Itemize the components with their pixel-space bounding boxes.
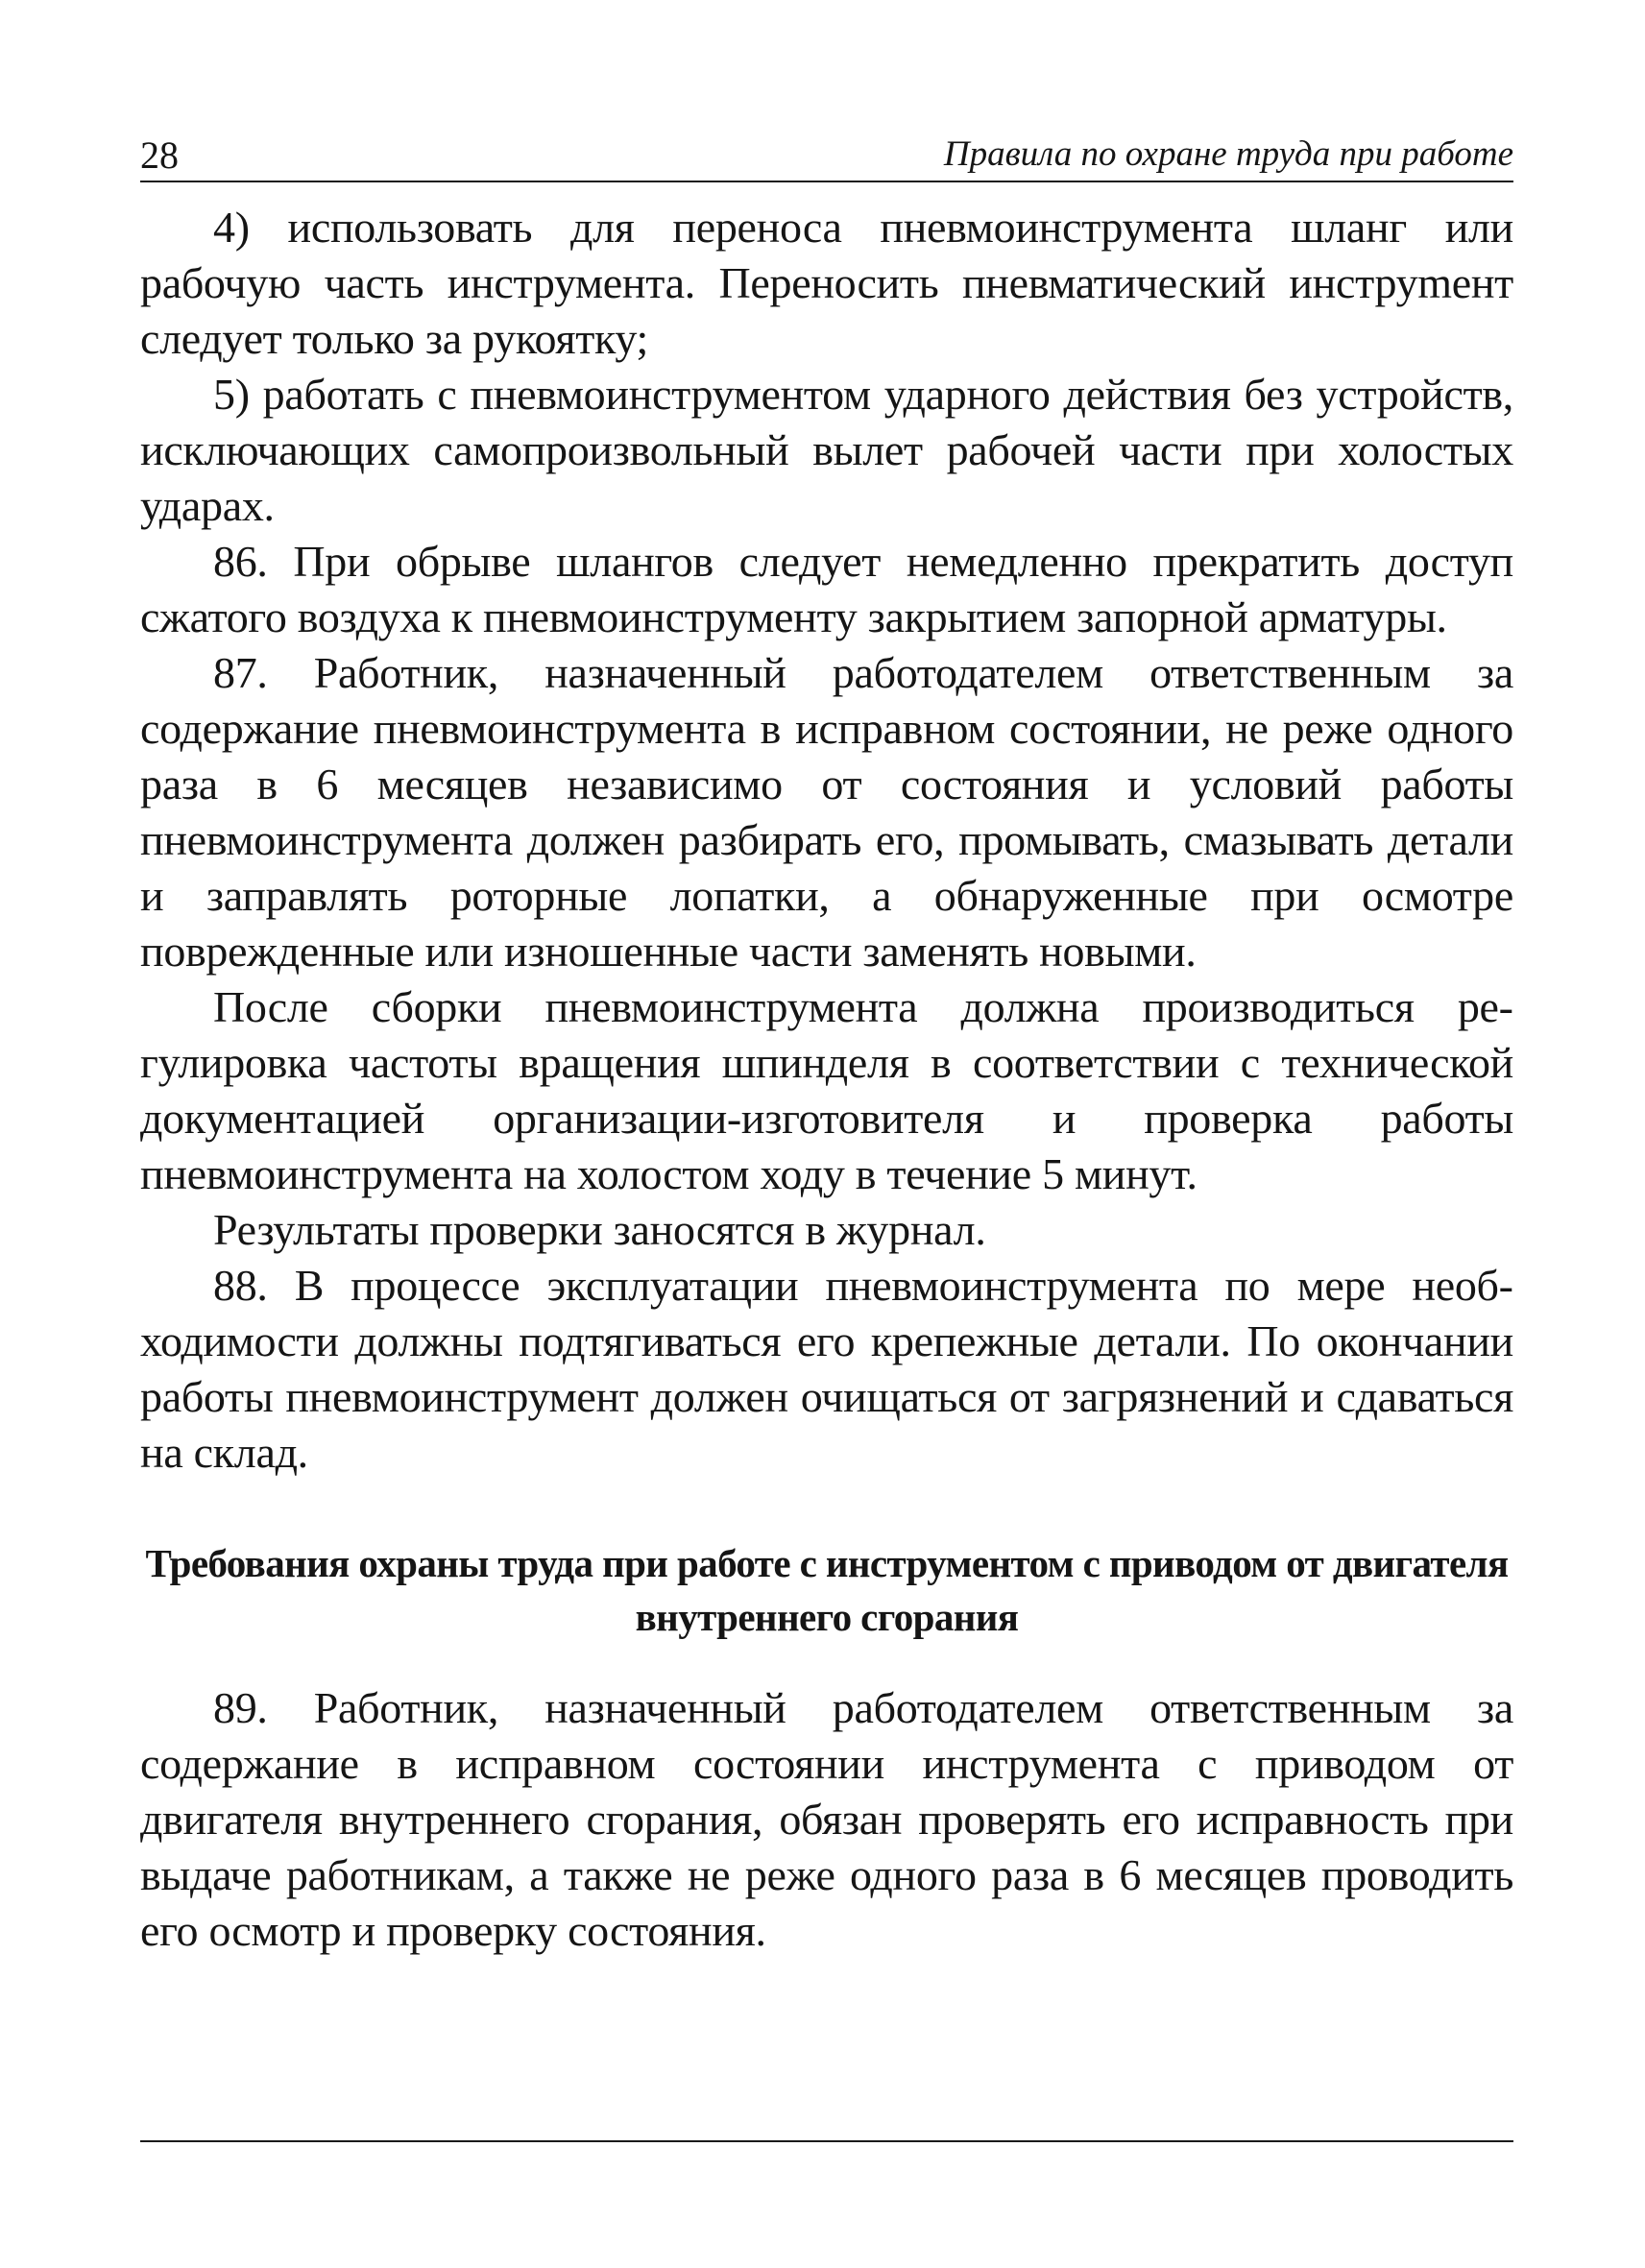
paragraph-88: 88. В процессе эксплуатации пневмоинструмента по мере необходимости должны подтягиваться его крепежные детали. По окончании работы пневмоинструмент должен очищаться от загрязнений и сдаваться на склад. [140, 1261, 1513, 1477]
paragraph-86: 86. При обрыве шлангов следует немедленно прекратить доступ сжатого воздуха к пневмоинструменту закрытием запорной арматуры. [140, 537, 1513, 641]
section-heading: Требования охраны труда при работе с инструментом с приводом от двигателя внутреннего сгорания [145, 1541, 1509, 1639]
paragraph-item-5: 5) работать с пневмоинструментом ударного действия без устройств, исключающих самопроизвольный вылет рабочей части при холостых ударах. [140, 370, 1513, 530]
paragraph-87: 87. Работник, назначенный работодателем ответственным за содержание пневмоинструмента в исправном состоянии, не реже одного раза в 6 месяцев независимо от состояния и условий работы пневмоинструмента должен разбирать его, промывать, смазывать детали и заправлять роторные лопатки, а обнаруженные при осмотре поврежденные или изношенные части заменять новыми. [140, 648, 1513, 976]
page-header [140, 123, 1513, 182]
body-text [140, 200, 1513, 1959]
footer-rule [140, 2140, 1513, 2142]
paragraph-item-4: 4) использовать для переноса пневмоинструмента шланг или рабочую часть инструмента. Переносить пневматический инструmент следует только за рукоятку; [140, 203, 1513, 363]
running-title: Правила по охране труда при работе [943, 134, 1513, 174]
page-number: 28 [140, 133, 179, 177]
paragraph-89: 89. Работник, назначенный работодателем ответственным за содержание в исправном состоянии инструмента с приводом от двигателя внутреннего сгорания, обязан проверять его исправность при выдаче работникам, а также не реже одного раза в 6 месяцев проводить его осмотр и проверку состояния. [140, 1683, 1513, 1955]
paragraph-after-assembly: После сборки пневмоинструмента должна производиться регулировка частоты вращения шпинделя в соответствии с технической документацией организации-изготовителя и проверка работы пневмоинструмента на холостом ходу в течение 5 минут. [140, 982, 1513, 1198]
paragraph-results: Результаты проверки заносятся в журнал. [213, 1205, 986, 1254]
